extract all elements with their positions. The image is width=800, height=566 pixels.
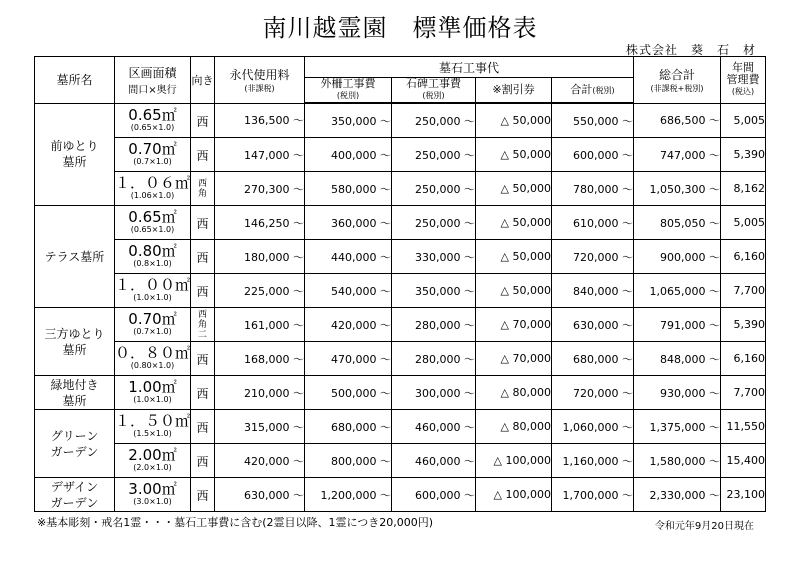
area-cell xyxy=(115,308,191,342)
direction-value: 西 xyxy=(196,353,209,367)
discount-cell: △ 50,000 xyxy=(476,206,552,240)
subtotal-cell: 720,000 ～ xyxy=(552,240,634,274)
monument-cost-cell: 250,000 ～ xyxy=(392,206,476,240)
area-dimensions: (3.0×1.0) xyxy=(133,497,172,506)
direction-cell xyxy=(191,376,215,410)
table-row xyxy=(35,240,766,274)
grand-total-cell: 1,050,300 ～ xyxy=(634,172,721,206)
monument-cost-cell: 460,000 ～ xyxy=(392,444,476,478)
management-fee-cell: 5,390 xyxy=(721,308,766,342)
management-fee-cell: 7,700 xyxy=(721,376,766,410)
site-name-cell xyxy=(35,478,115,512)
management-fee-cell: 5,390 xyxy=(721,138,766,172)
discount-cell: △ 70,000 xyxy=(476,342,552,376)
header-subtotal: 合計(税別) xyxy=(552,78,634,104)
subtotal-cell: 780,000 ～ xyxy=(552,172,634,206)
fence-cost-cell: 800,000 ～ xyxy=(305,444,392,478)
header-direction: 向き xyxy=(191,57,215,104)
site-name-cell xyxy=(35,376,115,410)
price-table xyxy=(34,56,766,512)
area-dimensions: (0.7×1.0) xyxy=(133,157,172,166)
grand-total-cell: 1,065,000 ～ xyxy=(634,274,721,308)
area-dimensions: (0.80×1.0) xyxy=(130,361,175,370)
management-fee-cell: 23,100 xyxy=(721,478,766,512)
management-fee-cell: 7,700 xyxy=(721,274,766,308)
direction-value: 西 xyxy=(196,217,209,231)
area-cell xyxy=(115,103,191,138)
area-value: 0.80㎡ xyxy=(128,242,177,260)
eternal-fee-cell: 270,300 ～ xyxy=(215,172,305,206)
direction-cell xyxy=(191,138,215,172)
management-fee-cell: 11,550 xyxy=(721,410,766,444)
fence-cost-cell: 500,000 ～ xyxy=(305,376,392,410)
direction-value: 西 xyxy=(196,285,209,299)
discount-cell: △ 50,000 xyxy=(476,274,552,308)
area-value: １．５０㎡ xyxy=(115,412,191,430)
area-cell xyxy=(115,410,191,444)
table-row xyxy=(35,172,766,206)
direction-cell xyxy=(191,172,215,206)
subtotal-cell: 1,060,000 ～ xyxy=(552,410,634,444)
fence-cost-cell: 680,000 ～ xyxy=(305,410,392,444)
site-name-cell xyxy=(35,410,115,478)
area-dimensions: (0.7×1.0) xyxy=(133,327,172,336)
monument-cost-cell: 300,000 ～ xyxy=(392,376,476,410)
direction-cell xyxy=(191,342,215,376)
direction-cell xyxy=(191,478,215,512)
site-name-line: 三方ゆとり xyxy=(44,326,105,341)
company-name: 株式会社 葵 石 材 xyxy=(625,43,756,57)
direction-cell xyxy=(191,410,215,444)
grand-total-cell: 747,000 ～ xyxy=(634,138,721,172)
management-fee-cell: 8,162 xyxy=(721,172,766,206)
direction-value: 角 xyxy=(197,319,207,330)
discount-cell: △ 50,000 xyxy=(476,172,552,206)
table-row xyxy=(35,478,766,512)
discount-cell: △ 70,000 xyxy=(476,308,552,342)
area-dimensions: (1.0×1.0) xyxy=(133,293,172,302)
area-cell xyxy=(115,342,191,376)
management-fee-cell: 5,005 xyxy=(721,103,766,138)
grand-total-cell: 2,330,000 ～ xyxy=(634,478,721,512)
site-name-cell xyxy=(35,206,115,308)
area-dimensions: (0.8×1.0) xyxy=(133,259,172,268)
discount-cell: △ 80,000 xyxy=(476,410,552,444)
direction-cell xyxy=(191,206,215,240)
eternal-fee-cell: 146,250 ～ xyxy=(215,206,305,240)
direction-value: 西 xyxy=(196,421,209,435)
area-value: 3.00㎡ xyxy=(128,480,177,498)
direction-value: 西 xyxy=(196,455,209,469)
area-dimensions: (1.06×1.0) xyxy=(130,191,175,200)
site-name-line: グリーン xyxy=(50,428,99,443)
footnote: ※基本彫刻・戒名1霊・・・墓石工事費に含む(2霊目以降、1霊につき20,000円) xyxy=(37,516,434,529)
site-name-line: テラス墓所 xyxy=(44,249,105,264)
area-value: 0.70㎡ xyxy=(128,310,177,328)
table-row xyxy=(35,138,766,172)
table-row xyxy=(35,342,766,376)
site-name-line: 墓所 xyxy=(62,155,87,170)
direction-value: 西 xyxy=(196,387,209,401)
grand-total-cell: 686,500 ～ xyxy=(634,103,721,138)
area-dimensions: (0.65×1.0) xyxy=(130,122,175,132)
table-row xyxy=(35,410,766,444)
monument-cost-cell: 460,000 ～ xyxy=(392,410,476,444)
direction-cell xyxy=(191,240,215,274)
as-of-date: 令和元年9月20日現在 xyxy=(654,521,754,532)
fence-cost-cell: 440,000 ～ xyxy=(305,240,392,274)
header-stone-work: 墓石工事代 xyxy=(305,57,634,78)
direction-cell xyxy=(191,103,215,138)
monument-cost-cell: 350,000 ～ xyxy=(392,274,476,308)
direction-cell xyxy=(191,444,215,478)
grand-total-cell: 848,000 ～ xyxy=(634,342,721,376)
discount-cell: △ 100,000 xyxy=(476,444,552,478)
eternal-fee-cell: 225,000 ～ xyxy=(215,274,305,308)
subtotal-cell: 600,000 ～ xyxy=(552,138,634,172)
eternal-fee-cell: 180,000 ～ xyxy=(215,240,305,274)
header-discount: ※割引券 xyxy=(476,78,552,104)
direction-cell xyxy=(191,308,215,342)
fence-cost-cell: 470,000 ～ xyxy=(305,342,392,376)
site-name-cell xyxy=(35,103,115,206)
management-fee-cell: 6,160 xyxy=(721,342,766,376)
eternal-fee-cell: 210,000 ～ xyxy=(215,376,305,410)
table-row xyxy=(35,376,766,410)
site-name-line: デザイン xyxy=(50,479,99,494)
area-value: 0.65㎡ xyxy=(128,105,177,124)
subtotal-cell: 1,700,000 ～ xyxy=(552,478,634,512)
grand-total-cell: 791,000 ～ xyxy=(634,308,721,342)
subtotal-cell: 720,000 ～ xyxy=(552,376,634,410)
area-value: ０．８０㎡ xyxy=(115,344,191,362)
page-title: 南川越霊園 標準価格表 xyxy=(262,14,538,42)
direction-value: 西 xyxy=(196,149,209,163)
direction-value: 西 xyxy=(197,178,207,189)
subtotal-cell: 1,160,000 ～ xyxy=(552,444,634,478)
monument-cost-cell: 250,000 ～ xyxy=(392,172,476,206)
monument-cost-cell: 250,000 ～ xyxy=(392,138,476,172)
fence-cost-cell: 420,000 ～ xyxy=(305,308,392,342)
monument-cost-cell: 330,000 ～ xyxy=(392,240,476,274)
area-value: 1.00㎡ xyxy=(128,378,177,396)
eternal-fee-cell: 136,500 ～ xyxy=(215,103,305,138)
subtotal-cell: 610,000 ～ xyxy=(552,206,634,240)
direction-value: 角 xyxy=(197,188,207,199)
table-row xyxy=(35,274,766,308)
subtotal-cell: 630,000 ～ xyxy=(552,308,634,342)
header-site: 墓所名 xyxy=(35,57,115,104)
monument-cost-cell: 600,000 ～ xyxy=(392,478,476,512)
eternal-fee-cell: 315,000 ～ xyxy=(215,410,305,444)
subtotal-cell: 680,000 ～ xyxy=(552,342,634,376)
area-value: 0.70㎡ xyxy=(128,140,177,158)
area-value: １．０６㎡ xyxy=(115,174,191,192)
discount-cell: △ 80,000 xyxy=(476,376,552,410)
header-management-fee: 年間 管理費 (税込) xyxy=(721,57,766,104)
header-fence: 外柵工事費 (税別) xyxy=(305,78,392,104)
area-cell xyxy=(115,240,191,274)
discount-cell: △ 50,000 xyxy=(476,103,552,138)
area-cell xyxy=(115,206,191,240)
header-grand-total: 総合計 (非課税+税別) xyxy=(634,57,721,104)
area-value: 0.65㎡ xyxy=(128,208,177,226)
direction-value: 西 xyxy=(196,489,209,503)
area-cell xyxy=(115,172,191,206)
discount-cell: △ 100,000 xyxy=(476,478,552,512)
fence-cost-cell: 1,200,000 ～ xyxy=(305,478,392,512)
table-row xyxy=(35,308,766,342)
grand-total-cell: 930,000 ～ xyxy=(634,376,721,410)
area-dimensions: (1.0×1.0) xyxy=(133,395,172,404)
eternal-fee-cell: 420,000 ～ xyxy=(215,444,305,478)
direction-value: 西 xyxy=(196,251,209,265)
discount-cell: △ 50,000 xyxy=(476,138,552,172)
area-cell xyxy=(115,376,191,410)
site-name-cell xyxy=(35,308,115,376)
area-dimensions: (2.0×1.0) xyxy=(133,463,172,472)
site-name-line: 緑地付き xyxy=(50,377,99,392)
area-cell xyxy=(115,444,191,478)
eternal-fee-cell: 630,000 ～ xyxy=(215,478,305,512)
fence-cost-cell: 540,000 ～ xyxy=(305,274,392,308)
area-cell xyxy=(115,274,191,308)
management-fee-cell: 15,400 xyxy=(721,444,766,478)
direction-cell xyxy=(191,274,215,308)
area-cell xyxy=(115,138,191,172)
grand-total-cell: 805,050 ～ xyxy=(634,206,721,240)
eternal-fee-cell: 168,000 ～ xyxy=(215,342,305,376)
subtotal-cell: 550,000 ～ xyxy=(552,103,634,138)
site-name-line: 墓所 xyxy=(62,342,87,357)
fence-cost-cell: 360,000 ～ xyxy=(305,206,392,240)
site-name-line: 前ゆとり xyxy=(50,139,99,154)
monument-cost-cell: 250,000 ～ xyxy=(392,103,476,138)
header-area: 区画面積 間口×奥行 xyxy=(115,57,191,104)
direction-value: 西 xyxy=(196,114,209,129)
area-dimensions: (1.5×1.0) xyxy=(133,429,172,438)
fence-cost-cell: 580,000 ～ xyxy=(305,172,392,206)
table-row xyxy=(35,444,766,478)
area-value: 2.00㎡ xyxy=(128,446,177,464)
grand-total-cell: 900,000 ～ xyxy=(634,240,721,274)
fence-cost-cell: 400,000 ～ xyxy=(305,138,392,172)
discount-cell: △ 50,000 xyxy=(476,240,552,274)
direction-value: 二 xyxy=(197,329,207,340)
eternal-fee-cell: 161,000 ～ xyxy=(215,308,305,342)
area-value: １．００㎡ xyxy=(115,276,191,294)
table-row xyxy=(35,206,766,240)
direction-value: 西 xyxy=(197,309,207,320)
header-eternal-fee: 永代使用料 (非課税) xyxy=(215,57,305,104)
fence-cost-cell: 350,000 ～ xyxy=(305,103,392,138)
site-name-line: ガーデン xyxy=(50,495,99,510)
grand-total-cell: 1,580,000 ～ xyxy=(634,444,721,478)
monument-cost-cell: 280,000 ～ xyxy=(392,342,476,376)
site-name-line: ガーデン xyxy=(50,444,99,459)
table-row xyxy=(35,103,766,138)
management-fee-cell: 6,160 xyxy=(721,240,766,274)
management-fee-cell: 5,005 xyxy=(721,206,766,240)
eternal-fee-cell: 147,000 ～ xyxy=(215,138,305,172)
grand-total-cell: 1,375,000 ～ xyxy=(634,410,721,444)
site-name-line: 墓所 xyxy=(62,393,87,408)
monument-cost-cell: 280,000 ～ xyxy=(392,308,476,342)
subtotal-cell: 840,000 ～ xyxy=(552,274,634,308)
area-dimensions: (0.65×1.0) xyxy=(130,225,175,234)
header-monument: 石碑工事費 (税別) xyxy=(392,78,476,104)
price-table-body xyxy=(35,103,766,512)
area-cell xyxy=(115,478,191,512)
